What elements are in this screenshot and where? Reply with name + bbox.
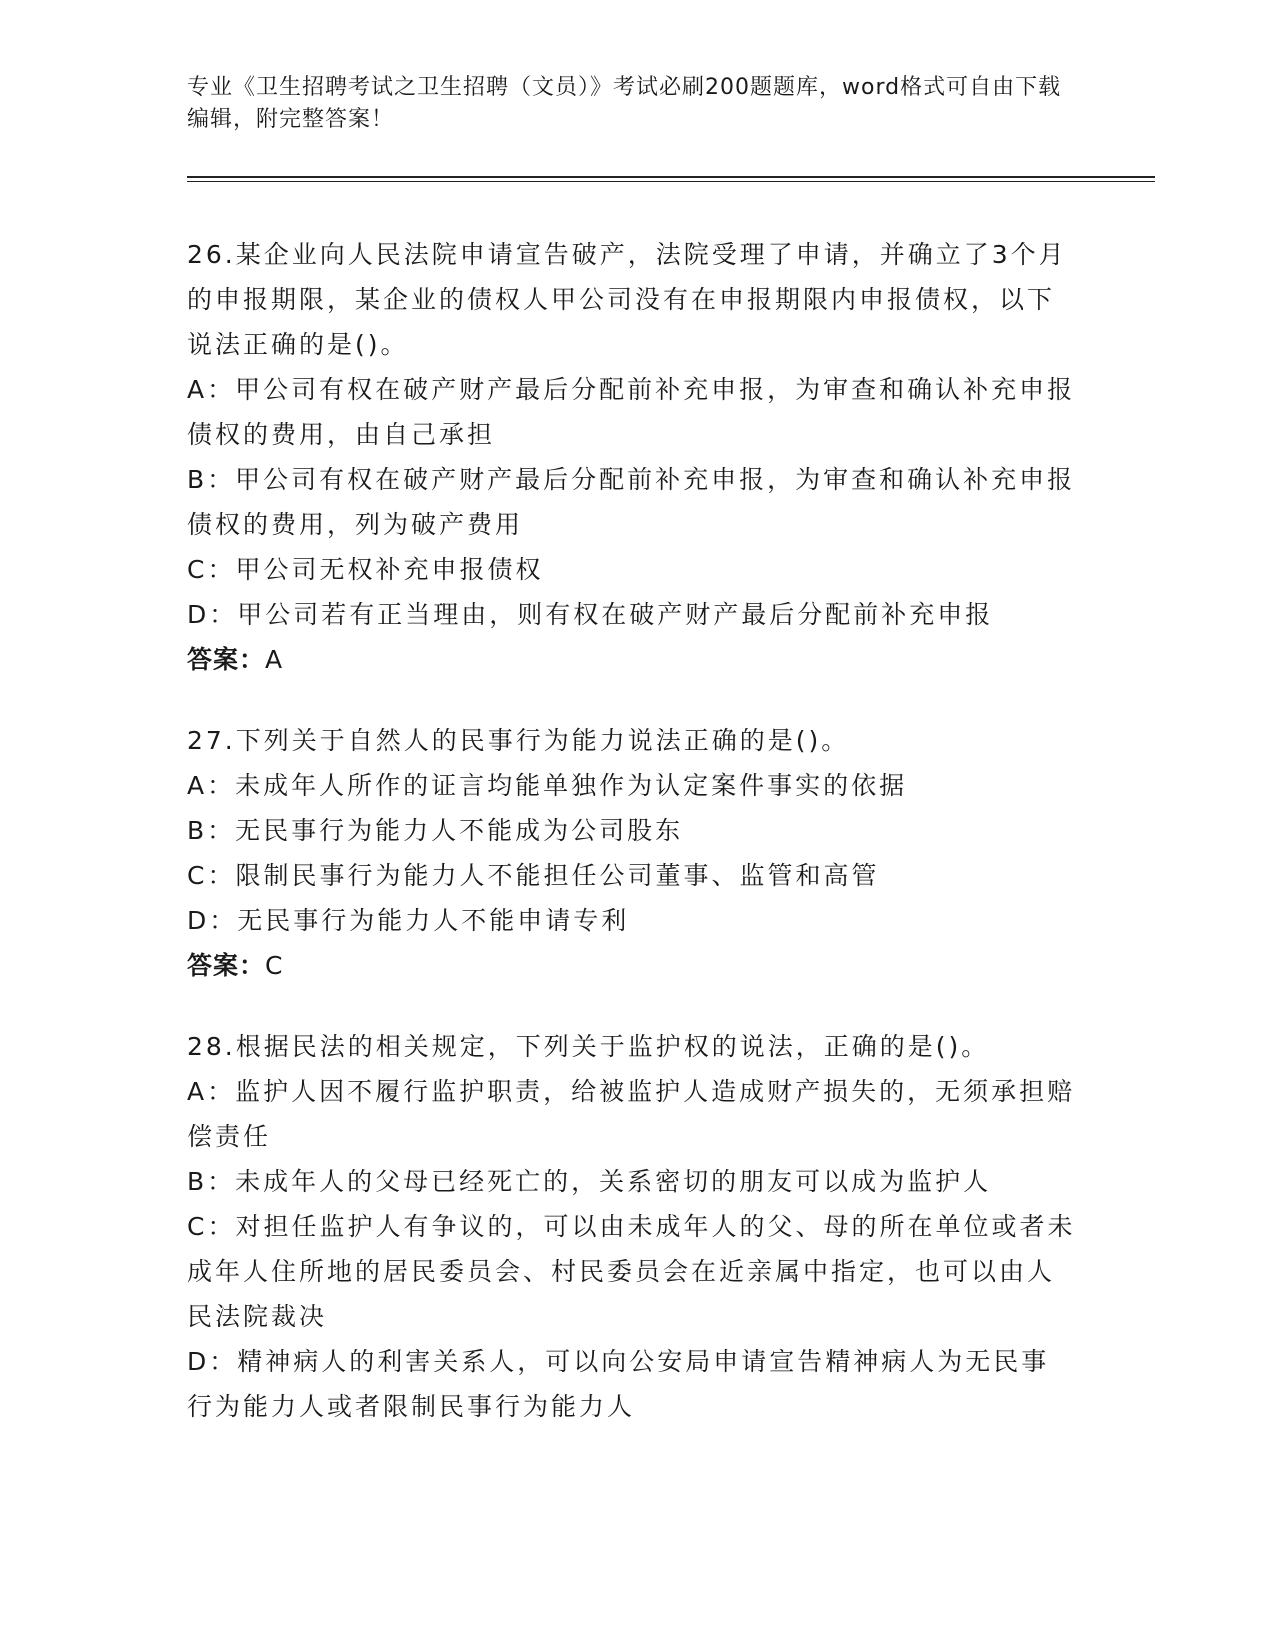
question-27 [187,718,1077,988]
option-c: C：限制民事行为能力人不能担任公司董事、监管和高管 [187,861,880,890]
answer-line [187,637,1077,682]
question-26 [187,232,1077,682]
question-stem: 26.某企业向人民法院申请宣告破产，法院受理了申请，并确立了3个月的申报期限，某企业的债权人甲公司没有在申报期限内申报债权，以下说法正确的是()。 [187,240,1067,359]
question-28 [187,1024,1077,1429]
question-list [187,232,1077,1465]
answer-line [187,943,1077,988]
answer-value: C [265,951,284,980]
option-d: D：无民事行为能力人不能申请专利 [187,906,630,935]
option-d: D：精神病人的利害关系人，可以向公安局申请宣告精神病人为无民事行为能力人或者限制民事行为能力人 [187,1347,1050,1421]
option-c: C：甲公司无权补充申报债权 [187,555,544,584]
header-divider-thick [187,176,1155,178]
document-header: 专业《卫生招聘考试之卫生招聘（文员）》考试必刷200题题库，word格式可自由下载编辑，附完整答案！ [187,75,1062,132]
option-a: A：监护人因不履行监护职责，给被监护人造成财产损失的，无须承担赔偿责任 [187,1077,1076,1151]
answer-value: A [265,645,284,674]
option-b: B：未成年人的父母已经死亡的，关系密切的朋友可以成为监护人 [187,1167,992,1196]
option-d: D：甲公司若有正当理由，则有权在破产财产最后分配前补充申报 [187,600,994,629]
answer-label: 答案： [187,645,266,674]
option-a: A：甲公司有权在破产财产最后分配前补充申报，为审查和确认补充申报债权的费用，由自己承担 [187,375,1076,449]
answer-label: 答案： [187,951,266,980]
header-divider-thin [187,181,1155,182]
option-b: B：无民事行为能力人不能成为公司股东 [187,816,684,845]
question-stem: 28.根据民法的相关规定，下列关于监护权的说法，正确的是()。 [187,1032,990,1061]
option-c: C：对担任监护人有争议的，可以由未成年人的父、母的所在单位或者未成年人住所地的居民委员会、村民委员会在近亲属中指定，也可以由人民法院裁决 [187,1212,1076,1331]
option-a: A：未成年人所作的证言均能单独作为认定案件事实的依据 [187,771,908,800]
option-b: B：甲公司有权在破产财产最后分配前补充申报，为审查和确认补充申报债权的费用，列为破产费用 [187,465,1076,539]
question-stem: 27.下列关于自然人的民事行为能力说法正确的是()。 [187,726,850,755]
